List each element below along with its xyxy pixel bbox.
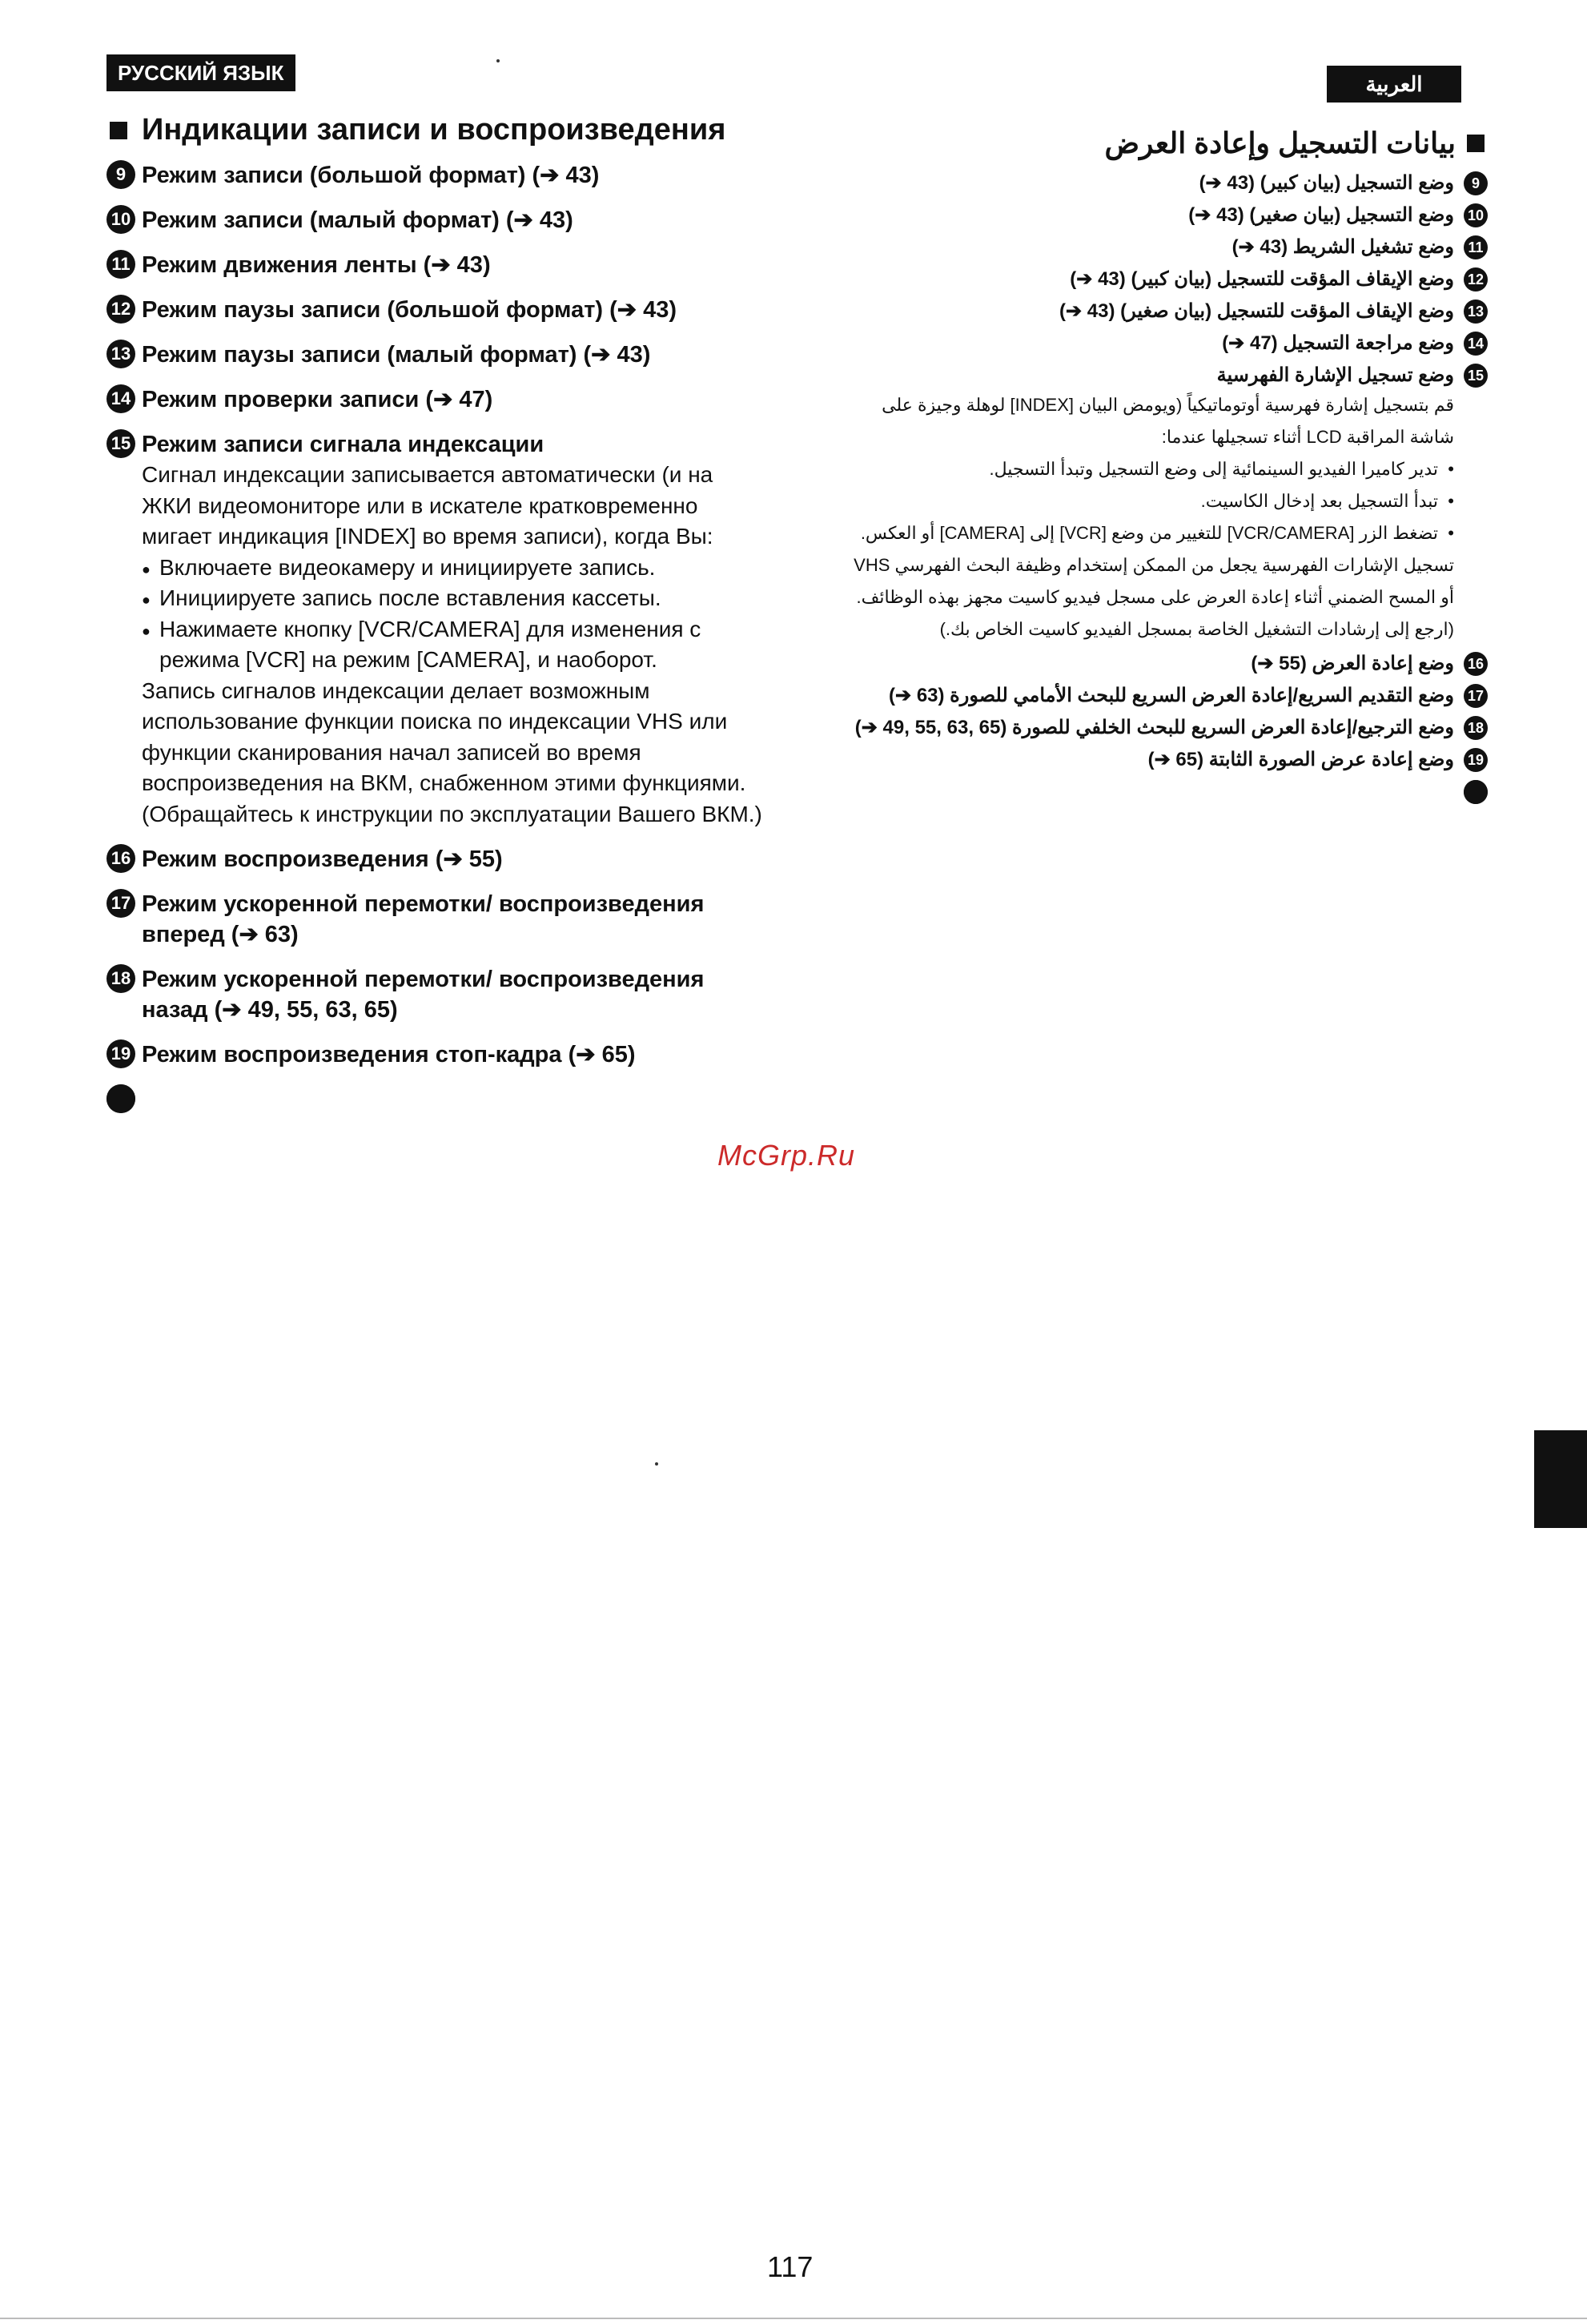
arabic-section-heading	[849, 125, 1488, 162]
item-title: Режим ускоренной перемотки/ воспроизведения назад (➔ 49, 55, 63, 65)	[142, 967, 705, 1023]
item-title: Режим ускоренной перемотки/ воспроизведения вперед (➔ 63)	[142, 891, 705, 947]
number-circle-icon: 9	[1464, 171, 1488, 195]
number-circle-icon: 17	[106, 889, 135, 918]
description-paragraph: قم بتسجيل إشارة فهرسية أوتوماتيكياً (ويومض البيان [INDEX] لوهلة وجيزة على شاشة المراقبة LCD أثناء تسجيلها عندما:	[882, 395, 1454, 447]
bullet-item: ● Включаете видеокамеру и инициируете запись.	[142, 553, 763, 584]
item-title: وضع الترجيع/إعادة العرض السريع للبحث الخلفي للصورة (65 ,63 ,55 ,49 ➔)	[854, 717, 1454, 738]
number-circle-icon: 18	[106, 964, 135, 993]
number-circle-icon: 13	[106, 340, 135, 368]
description-paragraph: Запись сигналов индексации делает возможным использование функции поиска по индексации VHS или функции сканирования начал записей во время воспроизведения на ВКМ, снабженном этими функциями.	[142, 677, 746, 795]
item-description	[849, 389, 1454, 645]
russian-heading-text: Индикации записи и воспроизведения	[142, 113, 726, 147]
item-description	[142, 460, 763, 830]
item-title: وضع إعادة عرض الصورة الثابتة (65 ➔)	[1147, 749, 1454, 770]
number-circle-icon: 9	[106, 160, 135, 189]
square-bullet-icon	[1467, 135, 1485, 152]
item-title: Режим записи (малый формат) (➔ 43)	[142, 207, 573, 233]
number-circle-icon: 15	[1464, 364, 1488, 388]
number-circle-icon: 19	[106, 1039, 135, 1068]
number-circle-icon: 12	[106, 295, 135, 324]
number-circle-icon: 14	[106, 384, 135, 413]
list-item	[106, 964, 763, 1025]
number-circle-icon: 11	[1464, 235, 1488, 259]
item-title: Режим воспроизведения (➔ 55)	[142, 846, 503, 872]
list-item	[849, 298, 1488, 325]
russian-indication-list	[106, 160, 763, 1070]
list-item	[106, 384, 763, 415]
item-title: Режим паузы записи (большой формат) (➔ 43)	[142, 297, 677, 323]
description-paragraph: Сигнал индексации записывается автоматически (и на ЖКИ видеомониторе или в искателе кратковременно мигает индикация [INDEX] во время записи), когда Вы:	[142, 462, 713, 549]
list-item	[106, 250, 763, 280]
item-title: Режим движения ленты (➔ 43)	[142, 252, 491, 278]
number-circle-icon: 19	[1464, 748, 1488, 772]
item-title: وضع التسجيل (بيان صغير) (43 ➔)	[1188, 204, 1454, 226]
number-circle-icon: 16	[1464, 652, 1488, 676]
list-item	[849, 714, 1488, 742]
russian-section-heading	[106, 111, 763, 149]
list-item-index-signal	[106, 429, 763, 830]
list-item	[106, 205, 763, 235]
item-title: Режим записи (большой формат) (➔ 43)	[142, 163, 600, 188]
item-title: وضع الإيقاف المؤقت للتسجيل (بيان صغير) (43 ➔)	[1059, 300, 1454, 322]
item-title: وضع التسجيل (بيان كبير) (43 ➔)	[1199, 172, 1454, 194]
item-title: Режим воспроизведения стоп-кадра (➔ 65)	[142, 1042, 636, 1068]
arabic-column	[849, 125, 1488, 778]
arabic-indication-list	[849, 170, 1488, 774]
description-note: (Обращайтесь к инструкции по эксплуатации Вашего ВКМ.)	[142, 801, 762, 826]
number-circle-icon: 15	[106, 429, 135, 458]
item-title: وضع تسجيل الإشارة الفهرسية	[1216, 364, 1454, 386]
description-note: (ارجع إلى إرشادات التشغيل الخاصة بمسجل الفيديو كاسيت الخاص بك.)	[939, 619, 1454, 639]
number-circle-icon: 18	[1464, 716, 1488, 740]
bullet-item: • تضغط الزر [VCR/CAMERA] للتغيير من وضع [VCR] إلى [CAMERA] أو العكس.	[849, 517, 1454, 549]
list-item	[106, 844, 763, 875]
list-item	[849, 266, 1488, 293]
number-circle-icon	[1464, 780, 1488, 804]
bullet-item: • تبدأ التسجيل بعد إدخال الكاسيت.	[849, 485, 1454, 517]
side-thumb-tab	[1534, 1430, 1587, 1528]
list-item	[106, 340, 763, 370]
number-circle-icon: 10	[106, 205, 135, 234]
item-title: وضع التقديم السريع/إعادة العرض السريع للبحث الأمامي للصورة (63 ➔)	[889, 685, 1454, 706]
item-title: Режим проверки записи (➔ 47)	[142, 387, 493, 412]
number-circle-icon	[106, 1084, 135, 1113]
item-title: Режим паузы записи (малый формат) (➔ 43)	[142, 342, 651, 368]
bullet-item: • تدير كاميرا الفيديو السينمائية إلى وضع التسجيل وتبدأ التسجيل.	[849, 453, 1454, 485]
list-item	[106, 889, 763, 950]
square-bullet-icon	[110, 122, 127, 139]
item-title: وضع إعادة العرض (55 ➔)	[1251, 653, 1454, 674]
bullet-item: ● Инициируете запись после вставления кассеты.	[142, 583, 763, 614]
list-item-index-signal	[849, 362, 1488, 645]
list-item	[849, 202, 1488, 229]
list-item	[106, 160, 763, 191]
language-tab-arabic: العربية	[1327, 66, 1461, 103]
number-circle-icon: 14	[1464, 332, 1488, 356]
number-circle-icon: 10	[1464, 203, 1488, 227]
bottom-edge-line	[0, 2318, 1587, 2319]
list-item	[849, 234, 1488, 261]
russian-column	[106, 111, 763, 1084]
list-item	[849, 170, 1488, 197]
number-circle-icon: 11	[106, 250, 135, 279]
list-item	[849, 330, 1488, 357]
language-tab-russian: РУССКИЙ ЯЗЫК	[106, 54, 295, 91]
list-item	[106, 295, 763, 325]
number-circle-icon: 13	[1464, 300, 1488, 324]
item-title: وضع تشغيل الشريط (43 ➔)	[1231, 236, 1454, 258]
item-title: Режим записи сигнала индексации	[142, 432, 544, 457]
scan-speck	[655, 1462, 658, 1466]
item-title: وضع الإيقاف المؤقت للتسجيل (بيان كبير) (43 ➔)	[1070, 268, 1454, 290]
list-item	[106, 1039, 763, 1070]
number-circle-icon: 12	[1464, 267, 1488, 292]
scan-speck	[496, 59, 500, 62]
number-circle-icon: 17	[1464, 684, 1488, 708]
watermark-text: McGrp.Ru	[717, 1139, 856, 1172]
item-title: وضع مراجعة التسجيل (47 ➔)	[1222, 332, 1454, 354]
list-item	[849, 746, 1488, 774]
arabic-heading-text: بيانات التسجيل وإعادة العرض	[1104, 127, 1456, 159]
list-item	[849, 650, 1488, 677]
page-number: 117	[767, 2250, 814, 2283]
description-paragraph: تسجيل الإشارات الفهرسية يجعل من الممكن إستخدام وظيفة البحث الفهرسي VHS أو المسح الضمني أثناء إعادة العرض على مسجل فيديو كاسيت مجهز بهذه الوظائف.	[854, 555, 1454, 607]
number-circle-icon: 16	[106, 844, 135, 873]
bullet-item: ● Нажимаете кнопку [VCR/CAMERA] для изменения с режима [VCR] на режим [CAMERA], и наоборот.	[142, 614, 763, 676]
list-item	[849, 682, 1488, 710]
